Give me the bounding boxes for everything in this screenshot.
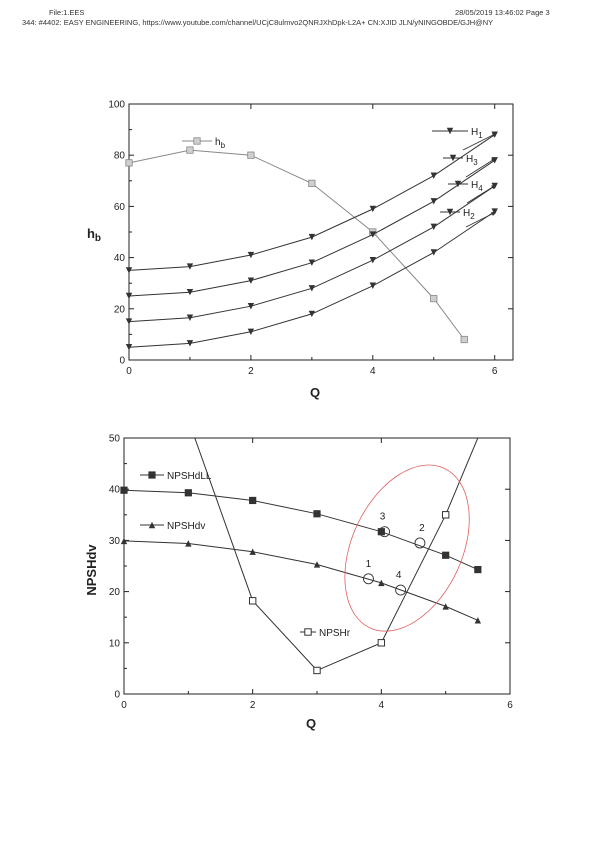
chart-1-legend-label: $H_1$ bbox=[471, 127, 483, 140]
chart-1-ytick-label: 20 bbox=[113, 304, 125, 316]
chart-1-legend-label: $h_b$ bbox=[215, 137, 226, 150]
chart-2-point-NPSHdLL bbox=[185, 490, 191, 496]
chart-1-point-H1 bbox=[309, 234, 315, 240]
chart-2-ytick-label: 30 bbox=[108, 535, 120, 547]
chart-1-point-H4 bbox=[431, 224, 437, 230]
chart-2-ytick-label: 0 bbox=[114, 689, 120, 701]
chart-1-legend-label: $H_4$ bbox=[471, 180, 483, 193]
header-datetime: 28/05/2019 13:46:02 Page 3 bbox=[455, 8, 550, 17]
chart-2-xtick-label: 0 bbox=[121, 700, 127, 711]
chart-1-point-H3 bbox=[431, 198, 437, 204]
chart-1-point-hb bbox=[248, 152, 254, 158]
chart-1-ytick-label: 100 bbox=[108, 99, 125, 111]
chart-2-annotation-circle bbox=[415, 538, 425, 548]
chart-2-legend-label: NPSHdLL bbox=[167, 471, 212, 482]
chart-1-point-hb bbox=[187, 147, 193, 153]
chart-1-ytick-label: 0 bbox=[119, 355, 125, 367]
chart-1-series-line-H1 bbox=[129, 135, 495, 271]
chart-1-legend-label: $H_2$ bbox=[463, 208, 475, 221]
chart-1-xlabel: Q bbox=[309, 385, 321, 400]
chart-2-xtick-label: 4 bbox=[378, 700, 385, 711]
chart-2-ytick-label: 10 bbox=[108, 638, 120, 650]
chart-2-annotation-label: 4 bbox=[395, 570, 402, 582]
chart-2-point-NPSHdv bbox=[475, 617, 481, 623]
chart-1-frame bbox=[129, 104, 513, 360]
chart-2-point-NPSHdLL bbox=[314, 511, 320, 517]
chart-1-point-hb bbox=[461, 336, 467, 342]
chart-1-point-H3 bbox=[309, 260, 315, 266]
chart-1-point-hb bbox=[309, 180, 315, 186]
chart-1-point-H1 bbox=[370, 206, 376, 212]
chart-2-xlabel: Q bbox=[305, 716, 317, 731]
header-source-line: 344: #4402: EASY ENGINEERING, https://www.youtube.com/channel/UCjC8ulmvo2QNRJXhDpk-L2A+ CN:XJID JLN/yNINGOBDE/GJH@NY bbox=[22, 18, 494, 27]
chart-2-legend-label: NPSHdv bbox=[167, 521, 206, 532]
chart-2-point-NPSHdLL bbox=[249, 497, 255, 503]
chart-1-series-line-hb bbox=[129, 150, 464, 339]
chart-2-annotation-label: 3 bbox=[379, 511, 386, 523]
chart-1-point-H1 bbox=[431, 172, 437, 178]
chart-2-legend-marker bbox=[305, 629, 311, 635]
chart-2-point-NPSHr bbox=[314, 667, 320, 673]
chart-1-point-H4 bbox=[309, 285, 315, 291]
chart-1-xtick-label: 0 bbox=[126, 366, 132, 377]
chart-1-ytick-label: 40 bbox=[113, 253, 125, 265]
chart-1-point-H4 bbox=[370, 257, 376, 263]
chart-2-point-NPSHdLL bbox=[475, 566, 481, 572]
chart-1-legend-marker bbox=[194, 138, 200, 144]
chart-1-point-H2 bbox=[370, 283, 376, 289]
chart-1-point-hb bbox=[126, 160, 132, 166]
chart-2-point-NPSHdLL bbox=[121, 487, 127, 493]
chart-1-point-H2 bbox=[309, 311, 315, 317]
chart-2-highlight-ellipse bbox=[320, 445, 494, 651]
chart-1-point-hb bbox=[431, 295, 437, 301]
chart-2-point-NPSHdv bbox=[442, 603, 448, 609]
chart-2-xtick-label: 2 bbox=[249, 700, 256, 711]
chart-1-series-line-H2 bbox=[129, 212, 495, 348]
chart-1-xtick-label: 4 bbox=[370, 366, 376, 377]
chart-2-point-NPSHr bbox=[249, 598, 255, 604]
chart-2-point-NPSHr bbox=[442, 512, 448, 518]
chart-2-annotation-label: 1 bbox=[365, 558, 372, 570]
chart-2-legend-label: NPSHr bbox=[319, 628, 351, 639]
chart-1-point-H2 bbox=[431, 249, 437, 255]
chart-2-annotation-label: 2 bbox=[419, 522, 425, 534]
chart-2-point-NPSHdLL bbox=[442, 552, 448, 558]
chart-1-series-line-H4 bbox=[129, 186, 495, 322]
chart-1-legend-label: $H_3$ bbox=[466, 154, 478, 167]
chart-1-ylabel: $h_b$ bbox=[86, 226, 102, 244]
chart-1-xtick-label: 6 bbox=[491, 366, 498, 377]
chart-1-ytick-label: 60 bbox=[113, 201, 125, 213]
chart-1-ytick-label: 80 bbox=[113, 150, 125, 162]
chart-2-ytick-label: 40 bbox=[108, 484, 120, 496]
header-file: File:1.EES bbox=[49, 8, 85, 17]
chart-2-xtick-label: 6 bbox=[507, 700, 513, 711]
chart-2-series-line-NPSHdv bbox=[124, 541, 478, 620]
chart-2-point-NPSHr bbox=[378, 640, 384, 646]
chart-2-ylabel: NPSHdv bbox=[84, 544, 99, 596]
chart-2-point-NPSHdLL bbox=[378, 528, 384, 534]
chart-2-ytick-label: 50 bbox=[108, 433, 120, 445]
chart-2-ytick-label: 20 bbox=[108, 587, 120, 599]
chart-2-legend-marker bbox=[149, 472, 155, 478]
chart-1-xtick-label: 2 bbox=[248, 366, 254, 377]
chart-2-point-NPSHdv bbox=[378, 580, 384, 586]
